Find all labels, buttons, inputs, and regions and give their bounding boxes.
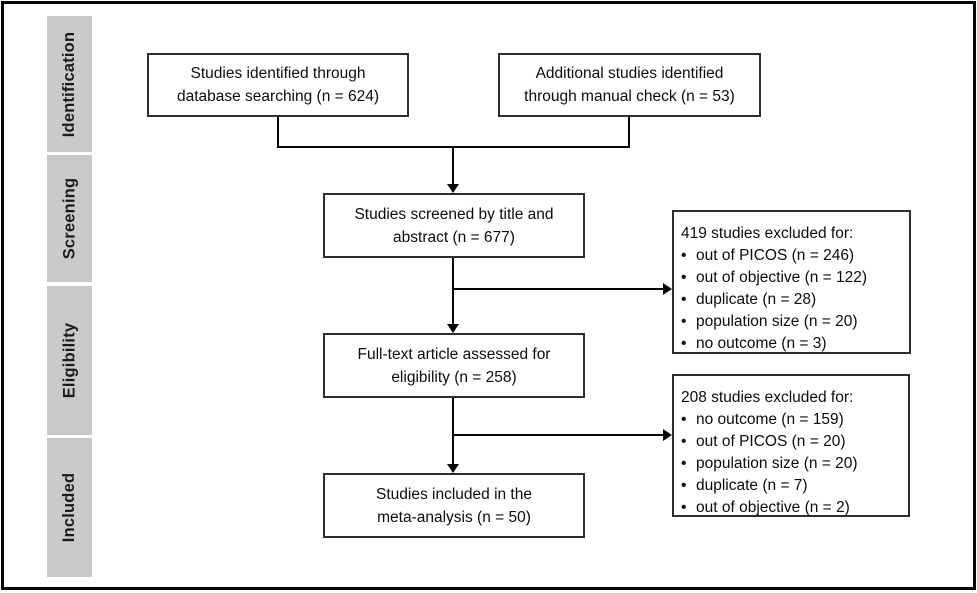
bullet-icon: • (681, 499, 687, 516)
arrowhead-down-icon (447, 464, 459, 473)
connector-fulltext-to-included (452, 398, 454, 465)
excluded-item-text: no outcome (n = 3) (696, 335, 827, 352)
excluded-title: 419 studies excluded for: (681, 225, 854, 242)
connector-identified-db-down (277, 117, 279, 148)
excluded-item-text: out of objective (n = 122) (696, 269, 868, 286)
excluded-item-text: out of PICOS (n = 20) (696, 433, 846, 450)
box-excluded-eligibility (672, 374, 910, 517)
bullet-icon: • (681, 477, 687, 494)
excluded-title: 208 studies excluded for: (681, 389, 854, 406)
excluded-item-text: population size (n = 20) (696, 313, 858, 330)
connector-to-screened (452, 146, 454, 185)
bullet-icon: • (681, 455, 687, 472)
box-text-line: abstract (n = 677) (393, 228, 515, 246)
box-text-line: Additional studies identified (535, 65, 724, 82)
bullet-icon: • (681, 433, 687, 450)
box-studies-identified-database (147, 53, 409, 117)
stage-label-screening: Screening (60, 177, 79, 260)
box-studies-identified-manual (498, 53, 761, 117)
arrowhead-right-icon (663, 429, 672, 441)
excluded-item-text: no outcome (n = 159) (696, 411, 844, 428)
box-fulltext-assessed (323, 333, 585, 398)
box-studies-included (323, 473, 585, 538)
arrowhead-right-icon (663, 283, 672, 295)
excluded-item (681, 311, 905, 333)
connector-branch-excluded-eligibility (453, 434, 664, 436)
box-text-line: database searching (n = 624) (176, 88, 380, 105)
bullet-icon: • (681, 247, 687, 264)
box-text-line: through manual check (n = 53) (524, 88, 735, 105)
excluded-item-text: out of objective (n = 2) (696, 499, 850, 516)
excluded-item (681, 475, 904, 497)
arrowhead-down-icon (447, 184, 459, 193)
excluded-item (681, 453, 904, 475)
excluded-item (681, 267, 905, 289)
stage-bar-identification (47, 16, 92, 152)
arrowhead-down-icon (447, 324, 459, 333)
box-text-line: Studies included in the (376, 485, 532, 503)
excluded-item-text: out of PICOS (n = 246) (696, 247, 855, 264)
box-text-line: Studies identified through (190, 65, 366, 82)
excluded-item (681, 245, 905, 267)
bullet-icon: • (681, 291, 687, 308)
box-studies-screened (323, 193, 585, 258)
connector-screened-to-fulltext (452, 258, 454, 325)
stage-label-eligibility: Eligibility (60, 322, 79, 399)
stage-bar-screening (47, 155, 92, 282)
box-text-line: meta-analysis (n = 50) (377, 508, 531, 526)
excluded-item (681, 289, 905, 311)
box-text-line: eligibility (n = 258) (391, 368, 517, 386)
excluded-item-text: population size (n = 20) (696, 455, 858, 472)
excluded-item (681, 333, 905, 355)
bullet-icon: • (681, 313, 687, 330)
box-text-line: Full-text article assessed for (357, 345, 551, 363)
excluded-item (681, 497, 904, 519)
bullet-icon: • (681, 335, 687, 352)
stage-bar-eligibility (47, 286, 92, 435)
bullet-icon: • (681, 269, 687, 286)
excluded-item-text: duplicate (n = 7) (696, 477, 808, 494)
excluded-item-text: duplicate (n = 28) (696, 291, 817, 308)
bullet-icon: • (681, 411, 687, 428)
connector-identified-manual-down (628, 117, 630, 148)
stage-label-identification: Identification (60, 31, 78, 137)
excluded-item (681, 431, 904, 453)
connector-branch-excluded-screening (453, 288, 664, 290)
box-excluded-screening (672, 210, 911, 354)
stage-label-included: Included (60, 472, 78, 543)
box-text-line: Studies screened by title and (354, 205, 554, 223)
excluded-item (681, 409, 904, 431)
stage-bar-included (47, 438, 92, 577)
